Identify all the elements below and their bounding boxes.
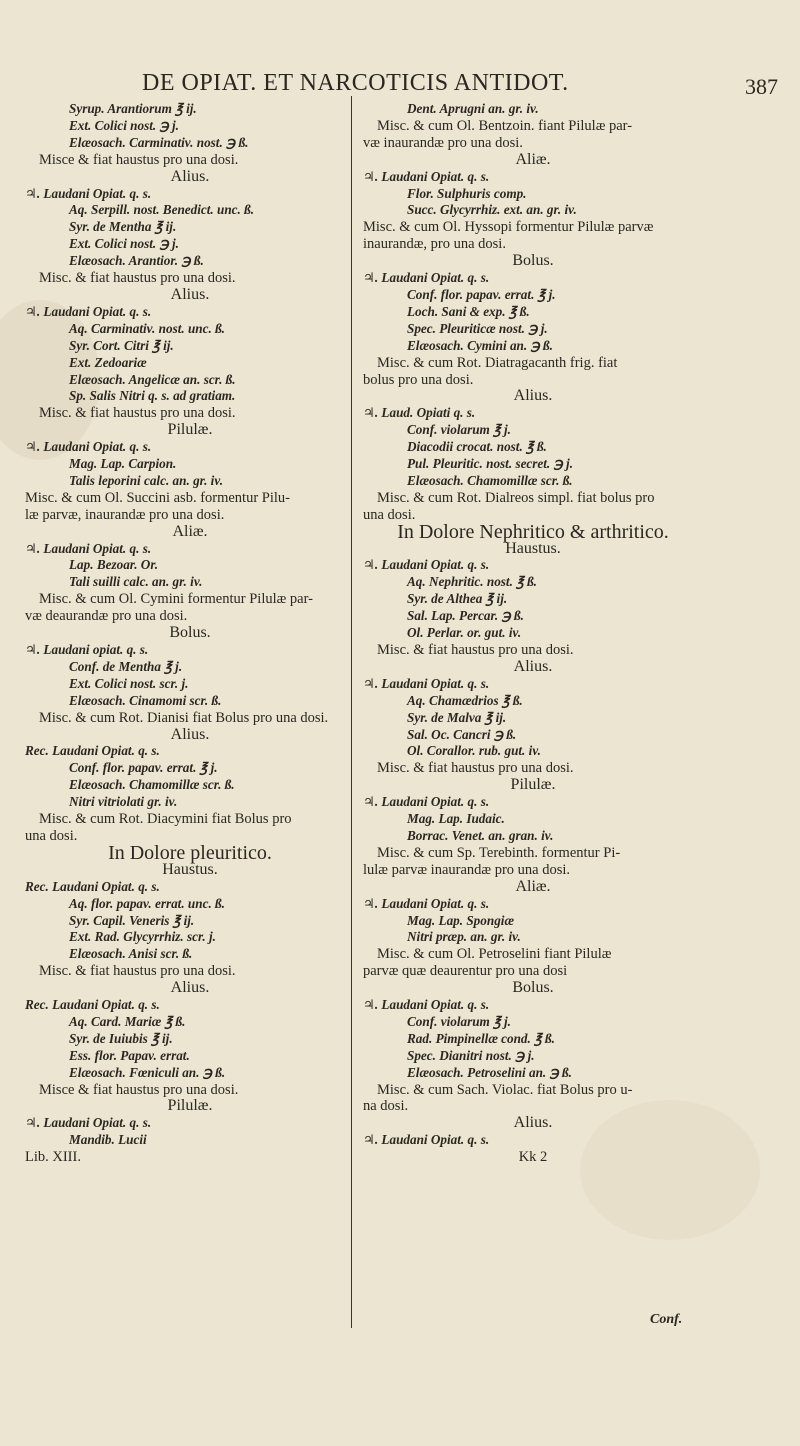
text-line: Mag. Lap. Iudaic.	[407, 811, 505, 827]
text-line: Misc. & cum Ol. Bentzoin. fiant Pilulæ par-	[377, 117, 633, 134]
text-line: Ess. flor. Papav. errat.	[69, 1047, 190, 1063]
text-line: ♃. Laud. Opiati q. s.	[363, 405, 476, 421]
text-line: Misc. & fiat haustus pro una dosi.	[377, 642, 574, 658]
text-line: Misc. & cum Rot. Dialreos simpl. fiat bolus pro	[377, 489, 655, 506]
section-heading: Haustus.	[162, 860, 218, 878]
text-line: Misc. & fiat haustus pro una dosi.	[39, 963, 236, 980]
text-line: Misce & fiat haustus pro una dosi.	[39, 151, 239, 168]
text-line: ♃. Laudani Opiat. q. s.	[363, 675, 490, 691]
section-heading: Aliæ.	[515, 877, 551, 895]
left-column	[25, 101, 355, 1166]
section-heading: Haustus.	[505, 539, 561, 557]
text-line: Spec. Pleuriticæ nost. ℈ j.	[407, 320, 548, 336]
text-line: ♃. Laudani Opiat. q. s.	[25, 185, 152, 201]
text-line: ♃. Laudani Opiat. q. s.	[363, 168, 490, 184]
section-heading: Alius.	[170, 979, 210, 997]
text-line: Ext. Colici nost. ℈ j.	[69, 117, 179, 133]
text-line: væ deaurandæ pro una dosi.	[25, 608, 188, 625]
section-heading: Pilulæ.	[167, 421, 213, 439]
text-line: Elæosach. Carminativ. nost. ℈ ß.	[69, 134, 249, 150]
text-line: Syr. Cort. Citri ℥ ij.	[69, 337, 174, 353]
text-line: Ol. Perlar. or. gut. iv.	[407, 625, 522, 641]
text-line: Aq. Chamædrios ℥ ß.	[407, 692, 523, 708]
text-line: Misc. & cum Rot. Dianisi fiat Bolus pro una dosi.	[39, 709, 329, 726]
text-line: ♃. Laudani Opiat. q. s.	[363, 895, 490, 911]
text-line: Nitri præp. an. gr. iv.	[407, 929, 521, 945]
text-line: Ol. Corallor. rub. gut. iv.	[407, 743, 541, 759]
text-line: ♃. Laudani Opiat. q. s.	[363, 997, 490, 1013]
text-line: una dosi.	[25, 827, 78, 844]
text-line: Misc. & cum Ol. Hyssopi formentur Pilulæ parvæ	[363, 219, 654, 236]
section-heading: Alius.	[170, 167, 210, 185]
text-line: Sal. Lap. Percar. ℈ ß.	[407, 608, 524, 624]
text-line: Talis leporini calc. an. gr. iv.	[69, 472, 223, 488]
text-line: Conf. flor. papav. errat. ℥ j.	[407, 286, 556, 302]
text-line: Misce & fiat haustus pro una dosi.	[39, 1081, 239, 1098]
running-header	[0, 66, 800, 100]
text-line: Misc. & cum Rot. Diacymini fiat Bolus pro	[39, 811, 292, 828]
text-line: Misc. & cum Rot. Diatragacanth frig. fiat	[377, 354, 618, 371]
text-line: Kk 2	[518, 1149, 548, 1166]
section-heading: In Dolore Nephritico & arthritico.	[397, 520, 669, 543]
section-heading: Bolus.	[512, 979, 554, 997]
section-heading: Alius.	[513, 1114, 553, 1132]
text-line: Elæosach. Fœniculi an. ℈ ß.	[69, 1064, 226, 1080]
text-line: Ext. Zedoariæ	[69, 354, 147, 370]
text-line: Pul. Pleuritic. nost. secret. ℈ j.	[407, 456, 573, 472]
text-line: Ext. Colici nost. ℈ j.	[69, 236, 179, 252]
text-line: Succ. Glycyrrhiz. ext. an. gr. iv.	[407, 202, 577, 218]
text-line: ♃. Laudani Opiat. q. s.	[25, 303, 152, 319]
text-line: Elæosach. Petroselini an. ℈ ß.	[407, 1064, 572, 1080]
text-line: Lap. Bezoar. Or.	[69, 557, 159, 573]
text-line: Flor. Sulphuris comp.	[407, 185, 527, 201]
text-line: Mandib. Lucii	[69, 1132, 147, 1148]
text-line: lulæ parvæ inaurandæ pro una dosi.	[363, 861, 571, 878]
text-line: Syr. de Althea ℥ ij.	[407, 591, 508, 607]
text-line: Misc. & fiat haustus pro una dosi.	[39, 405, 236, 422]
header-title: DE OPIAT. ET NARCOTICIS ANTIDOT.	[142, 70, 569, 96]
section-heading: Bolus.	[169, 624, 211, 642]
text-line: Rec. Laudani Opiat. q. s.	[25, 743, 160, 759]
text-line: Ext. Colici nost. scr. j.	[69, 675, 189, 691]
text-line: Spec. Dianitri nost. ℈ j.	[407, 1047, 535, 1063]
page-number: 387	[745, 74, 778, 99]
text-line: Tali suilli calc. an. gr. iv.	[69, 574, 203, 590]
text-line: Syr. de Mentha ℥ ij.	[69, 219, 177, 235]
text-line: Syr. Capil. Veneris ℥ ij.	[69, 912, 195, 928]
text-line: Conf. violarum ℥ j.	[407, 422, 511, 438]
text-line: ♃. Laudani opiat. q. s.	[25, 642, 149, 657]
text-line: læ parvæ, inaurandæ pro una dosi.	[25, 506, 225, 523]
text-line: Aq. Nephritic. nost. ℥ ß.	[407, 574, 537, 590]
text-line: Nitri vitriolati gr. iv.	[69, 794, 178, 810]
section-heading: Alius.	[513, 657, 553, 675]
section-heading: Aliæ.	[515, 150, 551, 168]
text-line: Misc. & cum Ol. Petroselini fiant Pilulæ	[377, 946, 612, 963]
text-line: Conf. violarum ℥ j.	[407, 1013, 511, 1029]
text-line: Sp. Salis Nitri q. s. ad gratiam.	[69, 388, 236, 404]
text-line: Aq. Serpill. nost. Benedict. unc. ß.	[69, 202, 255, 218]
text-line: Rad. Pimpinellæ cond. ℥ ß.	[407, 1030, 555, 1046]
text-line: Elæosach. Arantior. ℈ ß.	[69, 253, 204, 269]
text-line: Mag. Lap. Spongiæ	[407, 912, 514, 928]
text-line: ♃. Laudani Opiat. q. s.	[25, 540, 152, 556]
text-line: ♃. Laudani Opiat. q. s.	[25, 439, 152, 455]
right-column	[363, 101, 703, 1166]
text-line: Misc. & cum Ol. Cymini formentur Pilulæ par-	[39, 591, 313, 608]
section-heading: Bolus.	[512, 252, 554, 270]
text-line: Elæosach. Angelicæ an. scr. ß.	[69, 371, 236, 387]
catchword: Conf.	[650, 1312, 683, 1327]
text-line: ♃. Laudani Opiat. q. s.	[363, 794, 490, 810]
text-line: Aq. Carminativ. nost. unc. ß.	[69, 320, 225, 336]
text-line: Conf. flor. papav. errat. ℥ j.	[69, 760, 218, 776]
text-line: Rec. Laudani Opiat. q. s.	[25, 878, 160, 894]
text-line: ♃. Laudani Opiat. q. s.	[363, 557, 490, 573]
text-line: Misc. & cum Ol. Succini asb. formentur Pilu-	[25, 489, 290, 506]
text-line: Elæosach. Chamomillæ scr. ß.	[69, 777, 235, 793]
text-line: Loch. Sani & exp. ℥ ß.	[407, 303, 530, 319]
text-line: na dosi.	[363, 1098, 409, 1115]
text-line: Elæosach. Chamomillæ scr. ß.	[407, 472, 573, 488]
text-line: ♃. Laudani Opiat. q. s.	[363, 270, 490, 286]
text-line: parvæ quæ deaurentur pro una dosi	[363, 963, 568, 980]
section-heading: In Dolore pleuritico.	[108, 841, 272, 864]
section-heading: Pilulæ.	[510, 776, 556, 794]
text-line: Elæosach. Anisi scr. ß.	[69, 946, 193, 962]
text-line: Misc. & fiat haustus pro una dosi.	[377, 760, 574, 777]
section-heading: Aliæ.	[172, 522, 208, 540]
text-line: Syr. de Malva ℥ ij.	[407, 709, 507, 725]
text-line: Rec. Laudani Opiat. q. s.	[25, 997, 160, 1013]
section-heading: Pilulæ.	[167, 1097, 213, 1115]
text-line: Elæosach. Cymini an. ℈ ß.	[407, 337, 553, 353]
section-heading: Alius.	[513, 387, 553, 405]
text-line: Sal. Oc. Cancri ℈ ß.	[407, 726, 517, 742]
text-line: Aq. Card. Mariæ ℥ ß.	[69, 1013, 186, 1029]
text-line: Lib. XIII.	[25, 1149, 81, 1166]
section-heading: Alius.	[170, 285, 210, 303]
text-line: Ext. Rad. Glycyrrhiz. scr. j.	[69, 929, 216, 945]
text-line: Elæosach. Cinamomi scr. ß.	[69, 692, 222, 708]
section-heading: Alius.	[170, 725, 210, 743]
text-line: Misc. & cum Sp. Terebinth. formentur Pi-	[377, 844, 621, 861]
text-line: ♃. Laudani Opiat. q. s.	[363, 1132, 490, 1148]
text-line: Borrac. Venet. an. gran. iv.	[407, 827, 554, 843]
text-line: bolus pro una dosi.	[363, 371, 474, 388]
text-line: Mag. Lap. Carpion.	[69, 456, 177, 472]
text-line: una dosi.	[363, 506, 416, 523]
text-line: Syr. de Iuiubis ℥ ij.	[69, 1030, 173, 1046]
text-line: Misc. & cum Sach. Violac. fiat Bolus pro u-	[377, 1081, 633, 1098]
text-line: Misc. & fiat haustus pro una dosi.	[39, 270, 236, 287]
text-line: Dent. Aprugni an. gr. iv.	[407, 101, 539, 116]
text-line: Syrup. Arantiorum ℥ ij.	[69, 101, 197, 116]
text-line: væ inaurandæ pro una dosi.	[363, 134, 523, 151]
text-line: Conf. de Mentha ℥ j.	[69, 658, 183, 674]
text-line: ♃. Laudani Opiat. q. s.	[25, 1115, 152, 1131]
text-line: Aq. flor. papav. errat. unc. ß.	[69, 895, 225, 911]
text-line: Diacodii crocat. nost. ℥ ß.	[407, 439, 547, 455]
text-line: inaurandæ, pro una dosi.	[363, 236, 506, 253]
